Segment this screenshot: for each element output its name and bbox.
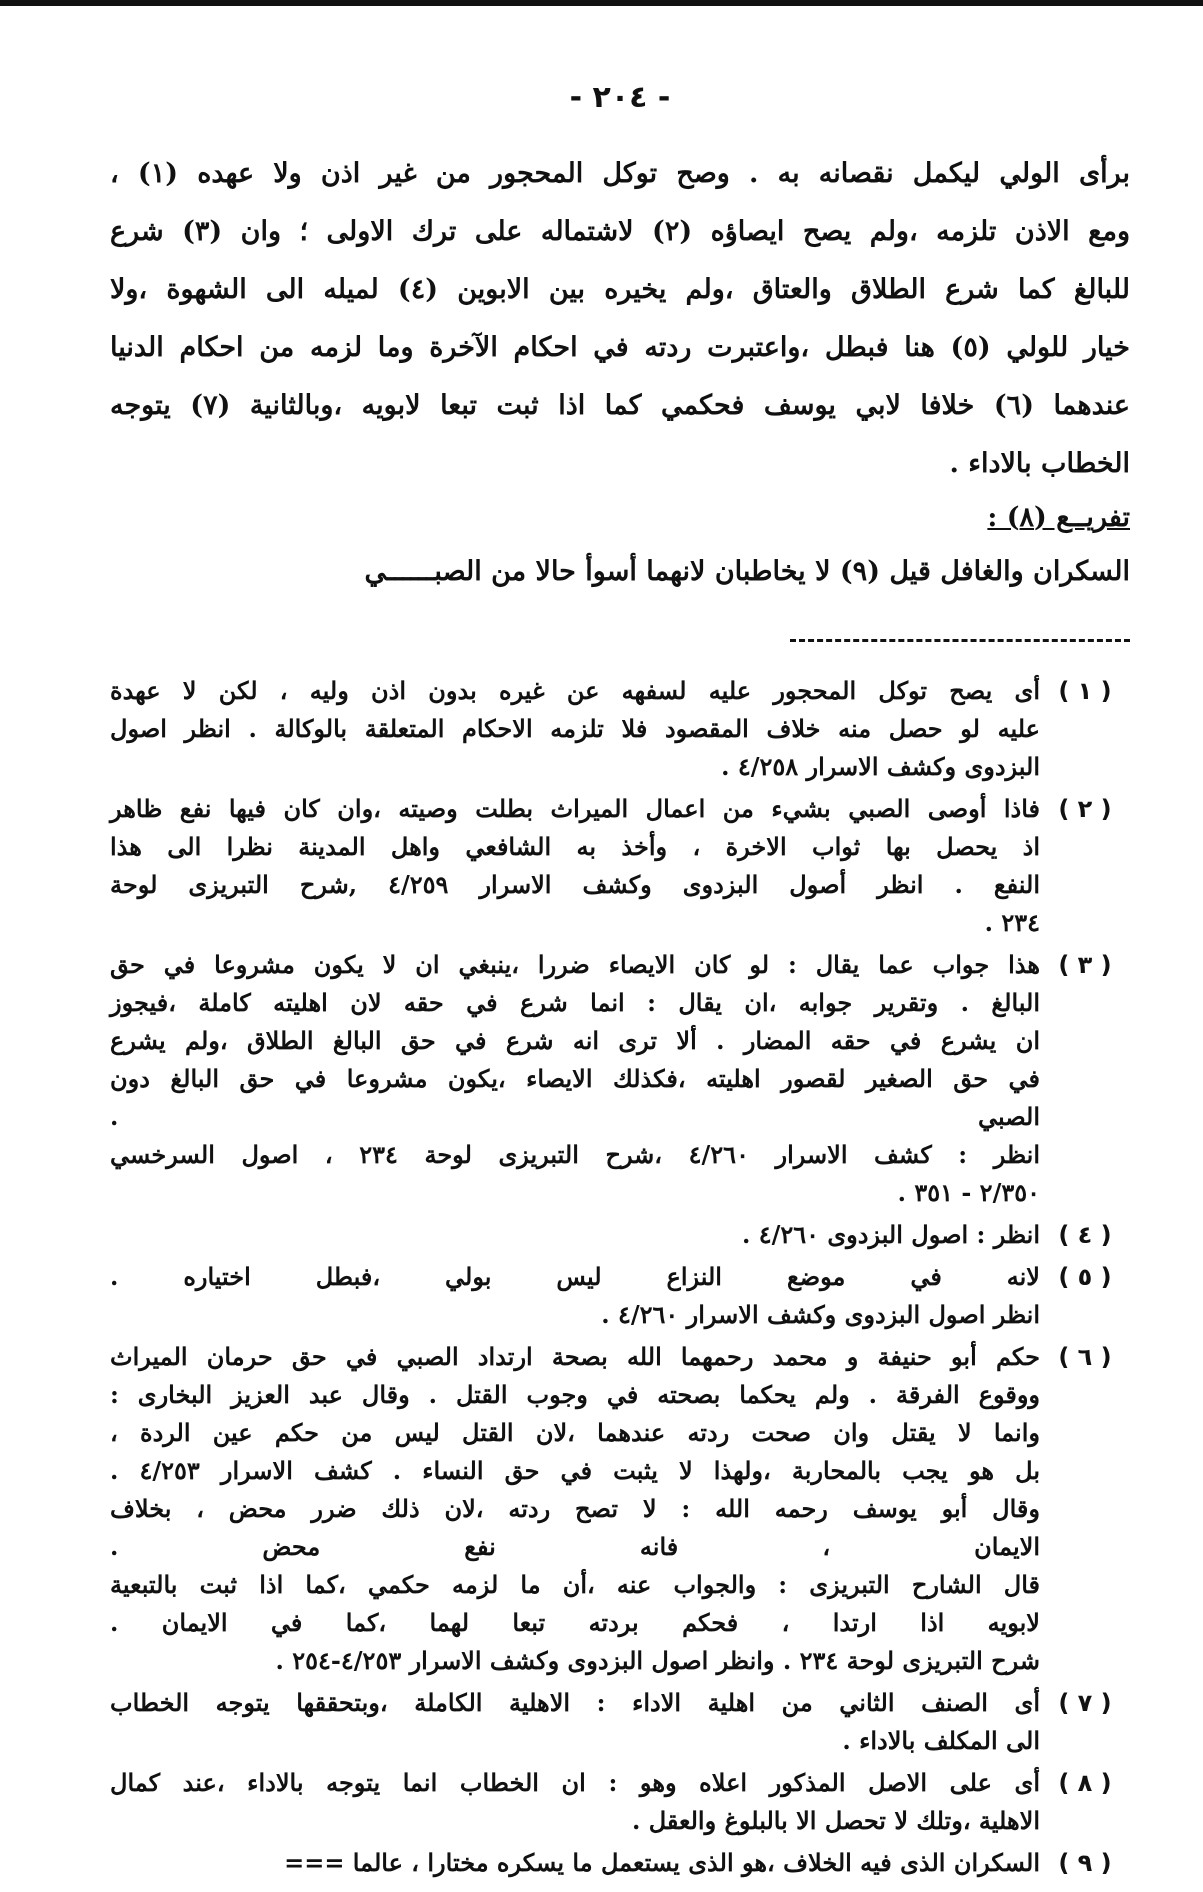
footnote xyxy=(110,1844,1130,1882)
footnote-body xyxy=(110,1684,1040,1760)
footnotes xyxy=(110,672,1130,1882)
footnote-body xyxy=(110,1338,1040,1680)
main-line: برأى الولي ليكمل نقصانه به . وصح توكل المحجور من غير اذن ولا عهده (١) ، xyxy=(110,158,1130,189)
footnote-line: انظر : كشف الاسرار ٤/٢٦٠ ،شرح التبريزى لوحة ٢٣٤ ، اصول السرخسي xyxy=(110,1140,1041,1169)
footnote-body xyxy=(110,1764,1040,1840)
footnote-line: شرح التبريزى لوحة ٢٣٤ . وانظر اصول البزدوى وكشف الاسرار ٤/٢٥٣-٢٥٤ . xyxy=(275,1646,1040,1675)
footnote-line: وقال أبو يوسف رحمه الله : لا تصح ردته ،لان ذلك ضرر محض ، بخلاف xyxy=(110,1494,1040,1523)
footnote-line: بل هو يجب بالمحاربة ،ولهذا لا يثبت في حق النساء . كشف الاسرار ٤/٢٥٣ . xyxy=(110,1456,1040,1485)
footnote-line: في حق الصغير لقصور اهليته ،فكذلك الايصاء ،يكون مشروعا في حق البالغ دون xyxy=(110,1064,1040,1093)
footnote-number: ( ٢ ) xyxy=(1058,795,1112,823)
footnote-number: ( ٧ ) xyxy=(1058,1689,1112,1717)
footnote-line: الى المكلف بالاداء . xyxy=(842,1726,1040,1755)
main-text xyxy=(110,145,1130,493)
footnote-number: ( ٤ ) xyxy=(1058,1221,1112,1249)
footnote-line: قال الشارح التبريزى : والجواب عنه ،أن ما لزمه حكمي ،كما اذا ثبت بالتبعية xyxy=(110,1570,1040,1599)
footnote-number: ( ٨ ) xyxy=(1058,1769,1112,1797)
section-line: السكران والغافل قيل (٩) لا يخاطبان لانهما أسوأ حالا من الصبــــــي xyxy=(364,556,1130,587)
footnote-body xyxy=(110,1216,1040,1254)
footnote-body xyxy=(110,946,1040,1212)
footnote-line: البزدوى وكشف الاسرار ٤/٢٥٨ . xyxy=(721,752,1040,781)
main-line: ومع الاذن تلزمه ،ولم يصح ايصاؤه (٢) لاشتماله على ترك الاولى ؛ وان (٣) شرع xyxy=(110,216,1130,247)
document-page xyxy=(110,80,1130,1886)
footnote-line: النفع . انظر أصول البزدوى وكشف الاسرار ٤/٢٥٩ ,شرح التبريزى لوحة xyxy=(110,870,1041,899)
page-number: - ٢٠٤ - xyxy=(569,80,671,115)
footnote-body xyxy=(110,790,1040,942)
footnote-line: أى على الاصل المذكور اعلاه وهو : ان الخطاب انما يتوجه بالاداء ،عند كمال xyxy=(110,1768,1040,1797)
main-line: للبالغ كما شرع الطلاق والعتاق ،ولم يخيره بين الابوين (٤) لميله الى الشهوة ،ولا xyxy=(110,274,1130,305)
footnote-line: فاذا أوصى الصبي بشيء من اعمال الميراث بطلت وصيته ،وان كان فيها نفع ظاهر xyxy=(110,794,1040,823)
section-heading: تفريــع (٨) : xyxy=(987,502,1130,533)
footnote-number: ( ٥ ) xyxy=(1058,1263,1112,1291)
main-line: عندهما (٦) خلافا لابي يوسف فحكمي كما اذا ثبت تبعا لابويه ،وبالثانية (٧) يتوجه xyxy=(110,390,1131,421)
footnote xyxy=(110,672,1130,786)
footnote-number: ( ٩ ) xyxy=(1058,1849,1112,1877)
footnote-line: لانه في موضع النزاع ليس بولي ،فبطل اختياره . xyxy=(110,1262,1040,1291)
footnote-line: البالغ . وتقرير جوابه ،ان يقال : انما شرع في حقه لان اهليته كاملة ،فيجوز xyxy=(110,988,1040,1017)
footnote-line: ٢/٣٥٠ - ٣٥١ . xyxy=(897,1178,1040,1207)
footnote-line: أى يصح توكل المحجور عليه لسفهه عن غيره بدون اذن وليه ، لكن لا عهدة xyxy=(110,676,1040,705)
footnote xyxy=(110,790,1130,942)
footnote-line: انظر : اصول البزدوى ٤/٢٦٠ . xyxy=(741,1220,1040,1249)
footnote-line: عليه لو حصل منه خلاف المقصود فلا تلزمه الاحكام المتعلقة بالوكالة . انظر اصول xyxy=(110,714,1040,743)
footnote-line: انظر اصول البزدوى وكشف الاسرار ٤/٢٦٠ . xyxy=(601,1300,1040,1329)
footnote-body xyxy=(110,672,1040,786)
footnote xyxy=(110,1764,1130,1840)
footnote-line: ان يشرع في حقه المضار . ألا ترى انه شرع في حق البالغ الطلاق ،ولم يشرع xyxy=(110,1026,1040,1055)
footnote-number: ( ٣ ) xyxy=(1058,951,1112,979)
footnote-body xyxy=(110,1258,1040,1334)
footnote-line: الصبي . xyxy=(110,1102,1040,1131)
footnote-line: اذ يحصل بها ثواب الاخرة ، وأخذ به الشافعي واهل المدينة نظرا الى هذا xyxy=(110,832,1040,861)
footnote-separator xyxy=(790,639,1130,642)
footnote-line: حكم أبو حنيفة و محمد رحمهما الله بصحة ارتداد الصبي في حق حرمان الميراث xyxy=(110,1342,1040,1371)
footnote-line: ٢٣٤ . xyxy=(984,908,1040,937)
footnote xyxy=(110,1216,1130,1254)
main-line: خيار للولي (٥) هنا فبطل ،واعتبرت ردته في احكام الآخرة وما لزمه من احكام الدنيا xyxy=(110,332,1130,363)
footnote xyxy=(110,1338,1130,1680)
footnote-body xyxy=(110,1844,1040,1882)
main-line: الخطاب بالاداء . xyxy=(949,448,1130,479)
footnote-line: الاهلية ،وتلك لا تحصل الا بالبلوغ والعقل . xyxy=(632,1806,1040,1835)
footnote-number: ( ٦ ) xyxy=(1058,1343,1112,1371)
top-border-line xyxy=(0,0,1203,6)
footnote-line: السكران الذى فيه الخلاف ،هو الذى يستعمل ما يسكره مختارا ، عالما === xyxy=(284,1848,1040,1877)
footnote xyxy=(110,1684,1130,1760)
footnote-line: ووقوع الفرقة . ولم يحكما بصحته في وجوب القتل . وقال عبد العزيز البخارى : xyxy=(110,1380,1040,1409)
footnote xyxy=(110,1258,1130,1334)
footnote xyxy=(110,946,1130,1212)
footnote-line: لابويه اذا ارتدا ، فحكم بردته تبعا لهما ،كما في الايمان . xyxy=(110,1608,1040,1637)
footnote-line: الايمان ، فانه نفع محض . xyxy=(110,1532,1040,1561)
footnote-line: هذا جواب عما يقال : لو كان الايصاء ضررا ،ينبغي ان لا يكون مشروعا في حق xyxy=(110,950,1040,979)
footnote-number: ( ١ ) xyxy=(1058,677,1112,705)
footnote-line: وانما لا يقتل وان صحت ردته عندهما ،لان القتل ليس من حكم عين الردة ، xyxy=(110,1418,1040,1447)
footnote-line: أى الصنف الثاني من اهلية الاداء : الاهلية الكاملة ،وبتحققها يتوجه الخطاب xyxy=(110,1688,1040,1717)
